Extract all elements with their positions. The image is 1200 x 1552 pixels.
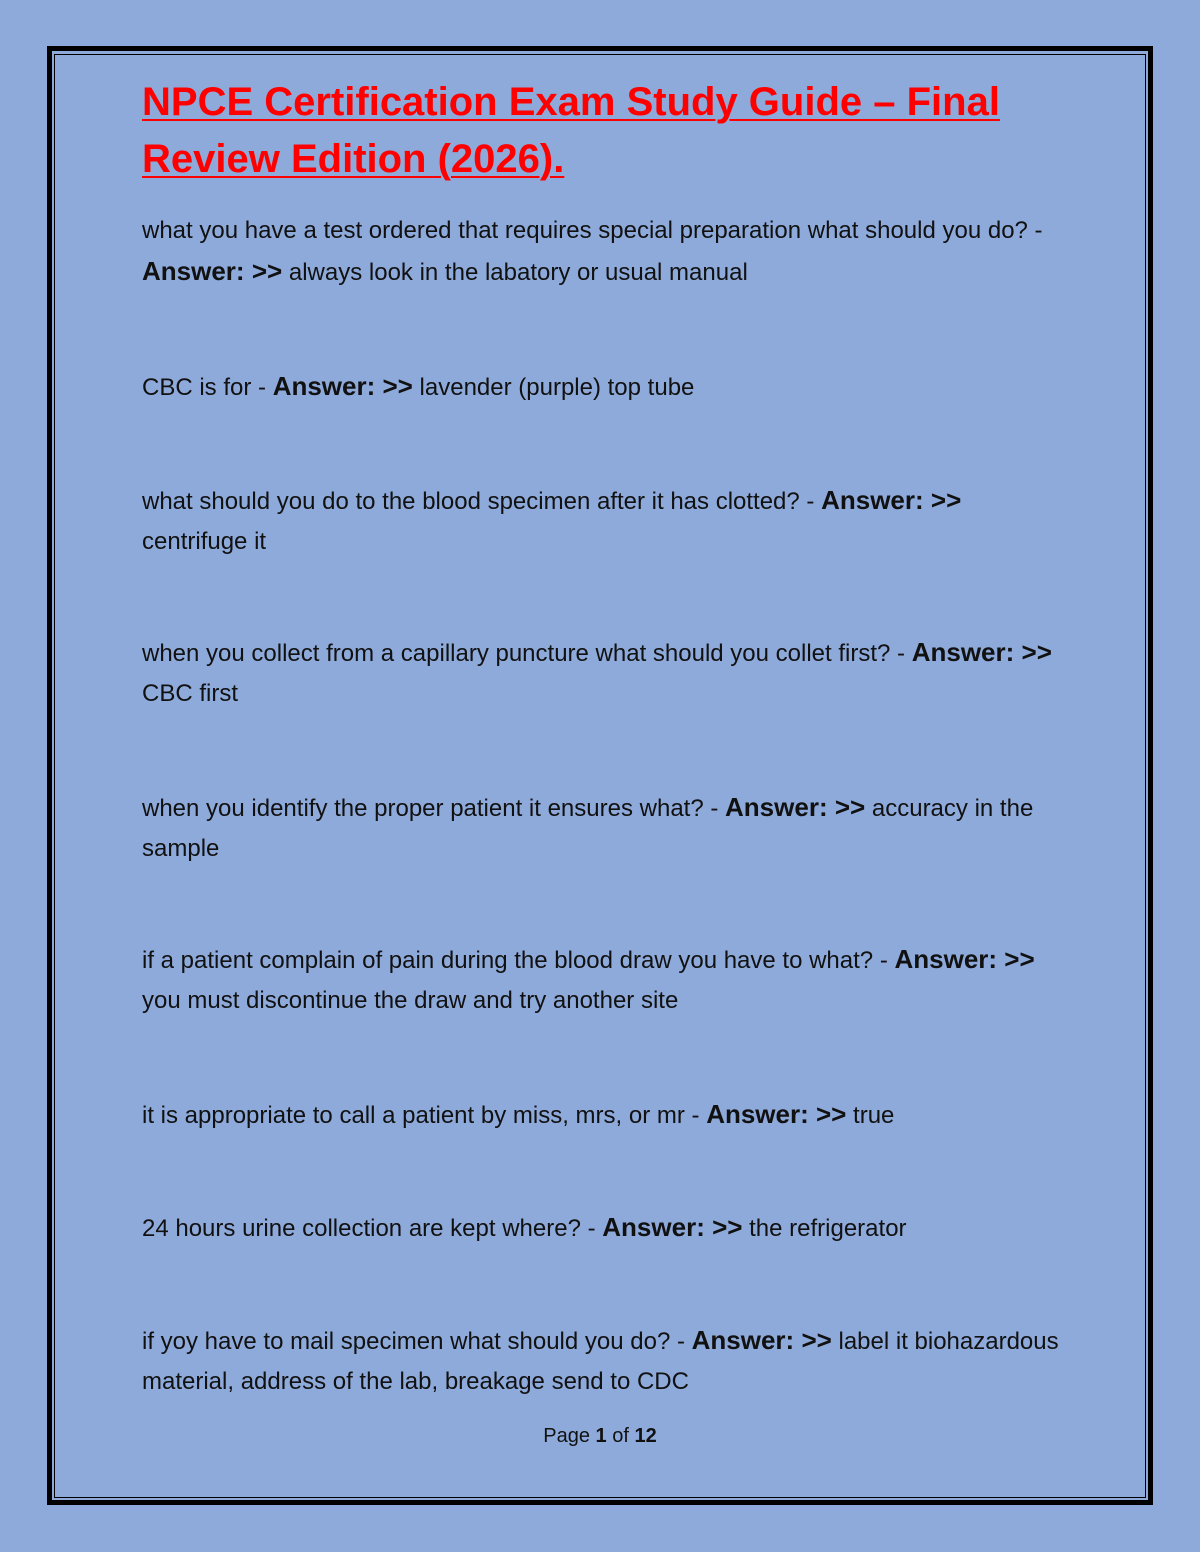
answer-label: Answer xyxy=(894,944,989,974)
qa-item: when you identify the proper patient it ensures what? - Answer: >> accuracy in the sample xyxy=(142,792,1034,862)
answer-arrow: >> xyxy=(1021,637,1052,667)
question-text: when you identify the proper patient it ensures what? - xyxy=(142,795,726,822)
answer-arrow: >> xyxy=(930,485,962,515)
answer-text: the refrigerator xyxy=(742,1215,907,1242)
question-text: if yoy have to mail specimen what should you do? - xyxy=(142,1328,692,1355)
answer-arrow: >> xyxy=(1004,944,1035,974)
answer-label: Answer xyxy=(602,1212,697,1242)
question-text: what you have a test ordered that requires special preparation what should you do? - xyxy=(142,217,1043,244)
qa-item: if a patient complain of pain during the blood draw you have to what? - Answer: >> you must discontinue the draw and try another site xyxy=(142,944,1035,1014)
qa-item: what you have a test ordered that requires special preparation what should you do? - Answer: >> always look in the labatory or usual manual xyxy=(142,217,1043,286)
qa-item: if yoy have to mail specimen what should you do? - Answer: >> label it biohazardous material, address of the lab, breakage send to CDC xyxy=(142,1325,1059,1395)
page-footer xyxy=(0,1425,1200,1448)
answer-label: Answer xyxy=(706,1099,801,1129)
answer-label: Answer xyxy=(911,637,1006,667)
question-text: if a patient complain of pain during the blood draw you have to what? - xyxy=(142,947,895,974)
question-text: what should you do to the blood specimen after it has clotted? - xyxy=(142,488,822,515)
question-text: it is appropriate to call a patient by miss, mrs, or mr - xyxy=(142,1102,707,1129)
answer-text: label it biohazardous material, address of the lab, breakage send to CDC xyxy=(142,1328,1059,1395)
answer-arrow: >> xyxy=(801,1325,832,1355)
qa-item: it is appropriate to call a patient by miss, mrs, or mr - Answer: >> true xyxy=(142,1099,895,1129)
answer-text: centrifuge it xyxy=(142,528,267,555)
answer-arrow: >> xyxy=(382,371,413,401)
answer-text: you must discontinue the draw and try another site xyxy=(142,987,679,1014)
answer-label: Answer xyxy=(691,1325,786,1355)
qa-item: what should you do to the blood specimen after it has clotted? - Answer: >> centrifuge it xyxy=(142,485,962,555)
answer-arrow: >> xyxy=(251,256,283,286)
answer-label: Answer xyxy=(142,256,236,286)
answer-text: accuracy in the sample xyxy=(142,795,1034,862)
answer-label: Answer xyxy=(272,371,367,401)
of-word: of xyxy=(612,1425,629,1447)
answer-arrow: >> xyxy=(834,792,866,822)
answer-arrow: >> xyxy=(816,1099,847,1129)
answer-arrow: >> xyxy=(712,1212,743,1242)
answer-text: CBC first xyxy=(142,680,238,707)
qa-item: when you collect from a capillary puncture what should you collet first? - Answer: >> CBC first xyxy=(142,637,1052,707)
qa-item: CBC is for - Answer: >> lavender (purple) top tube xyxy=(142,371,695,401)
answer-text: true xyxy=(846,1102,895,1129)
answer-label: Answer xyxy=(725,792,819,822)
page-word: Page xyxy=(543,1425,590,1447)
current-page-number: 1 xyxy=(595,1425,607,1447)
total-pages: 12 xyxy=(634,1425,657,1447)
answer-text: lavender (purple) top tube xyxy=(412,374,695,401)
qa-item: 24 hours urine collection are kept where? - Answer: >> the refrigerator xyxy=(142,1212,907,1242)
document-title: NPCE Certification Exam Study Guide – Final Review Edition (2026). xyxy=(142,80,1000,181)
question-text: when you collect from a capillary puncture what should you collet first? - xyxy=(142,640,912,667)
answer-label: Answer xyxy=(821,485,915,515)
question-text: 24 hours urine collection are kept where? - xyxy=(142,1215,603,1242)
answer-text: always look in the labatory or usual manual xyxy=(282,259,748,286)
question-text: CBC is for - xyxy=(142,374,273,401)
